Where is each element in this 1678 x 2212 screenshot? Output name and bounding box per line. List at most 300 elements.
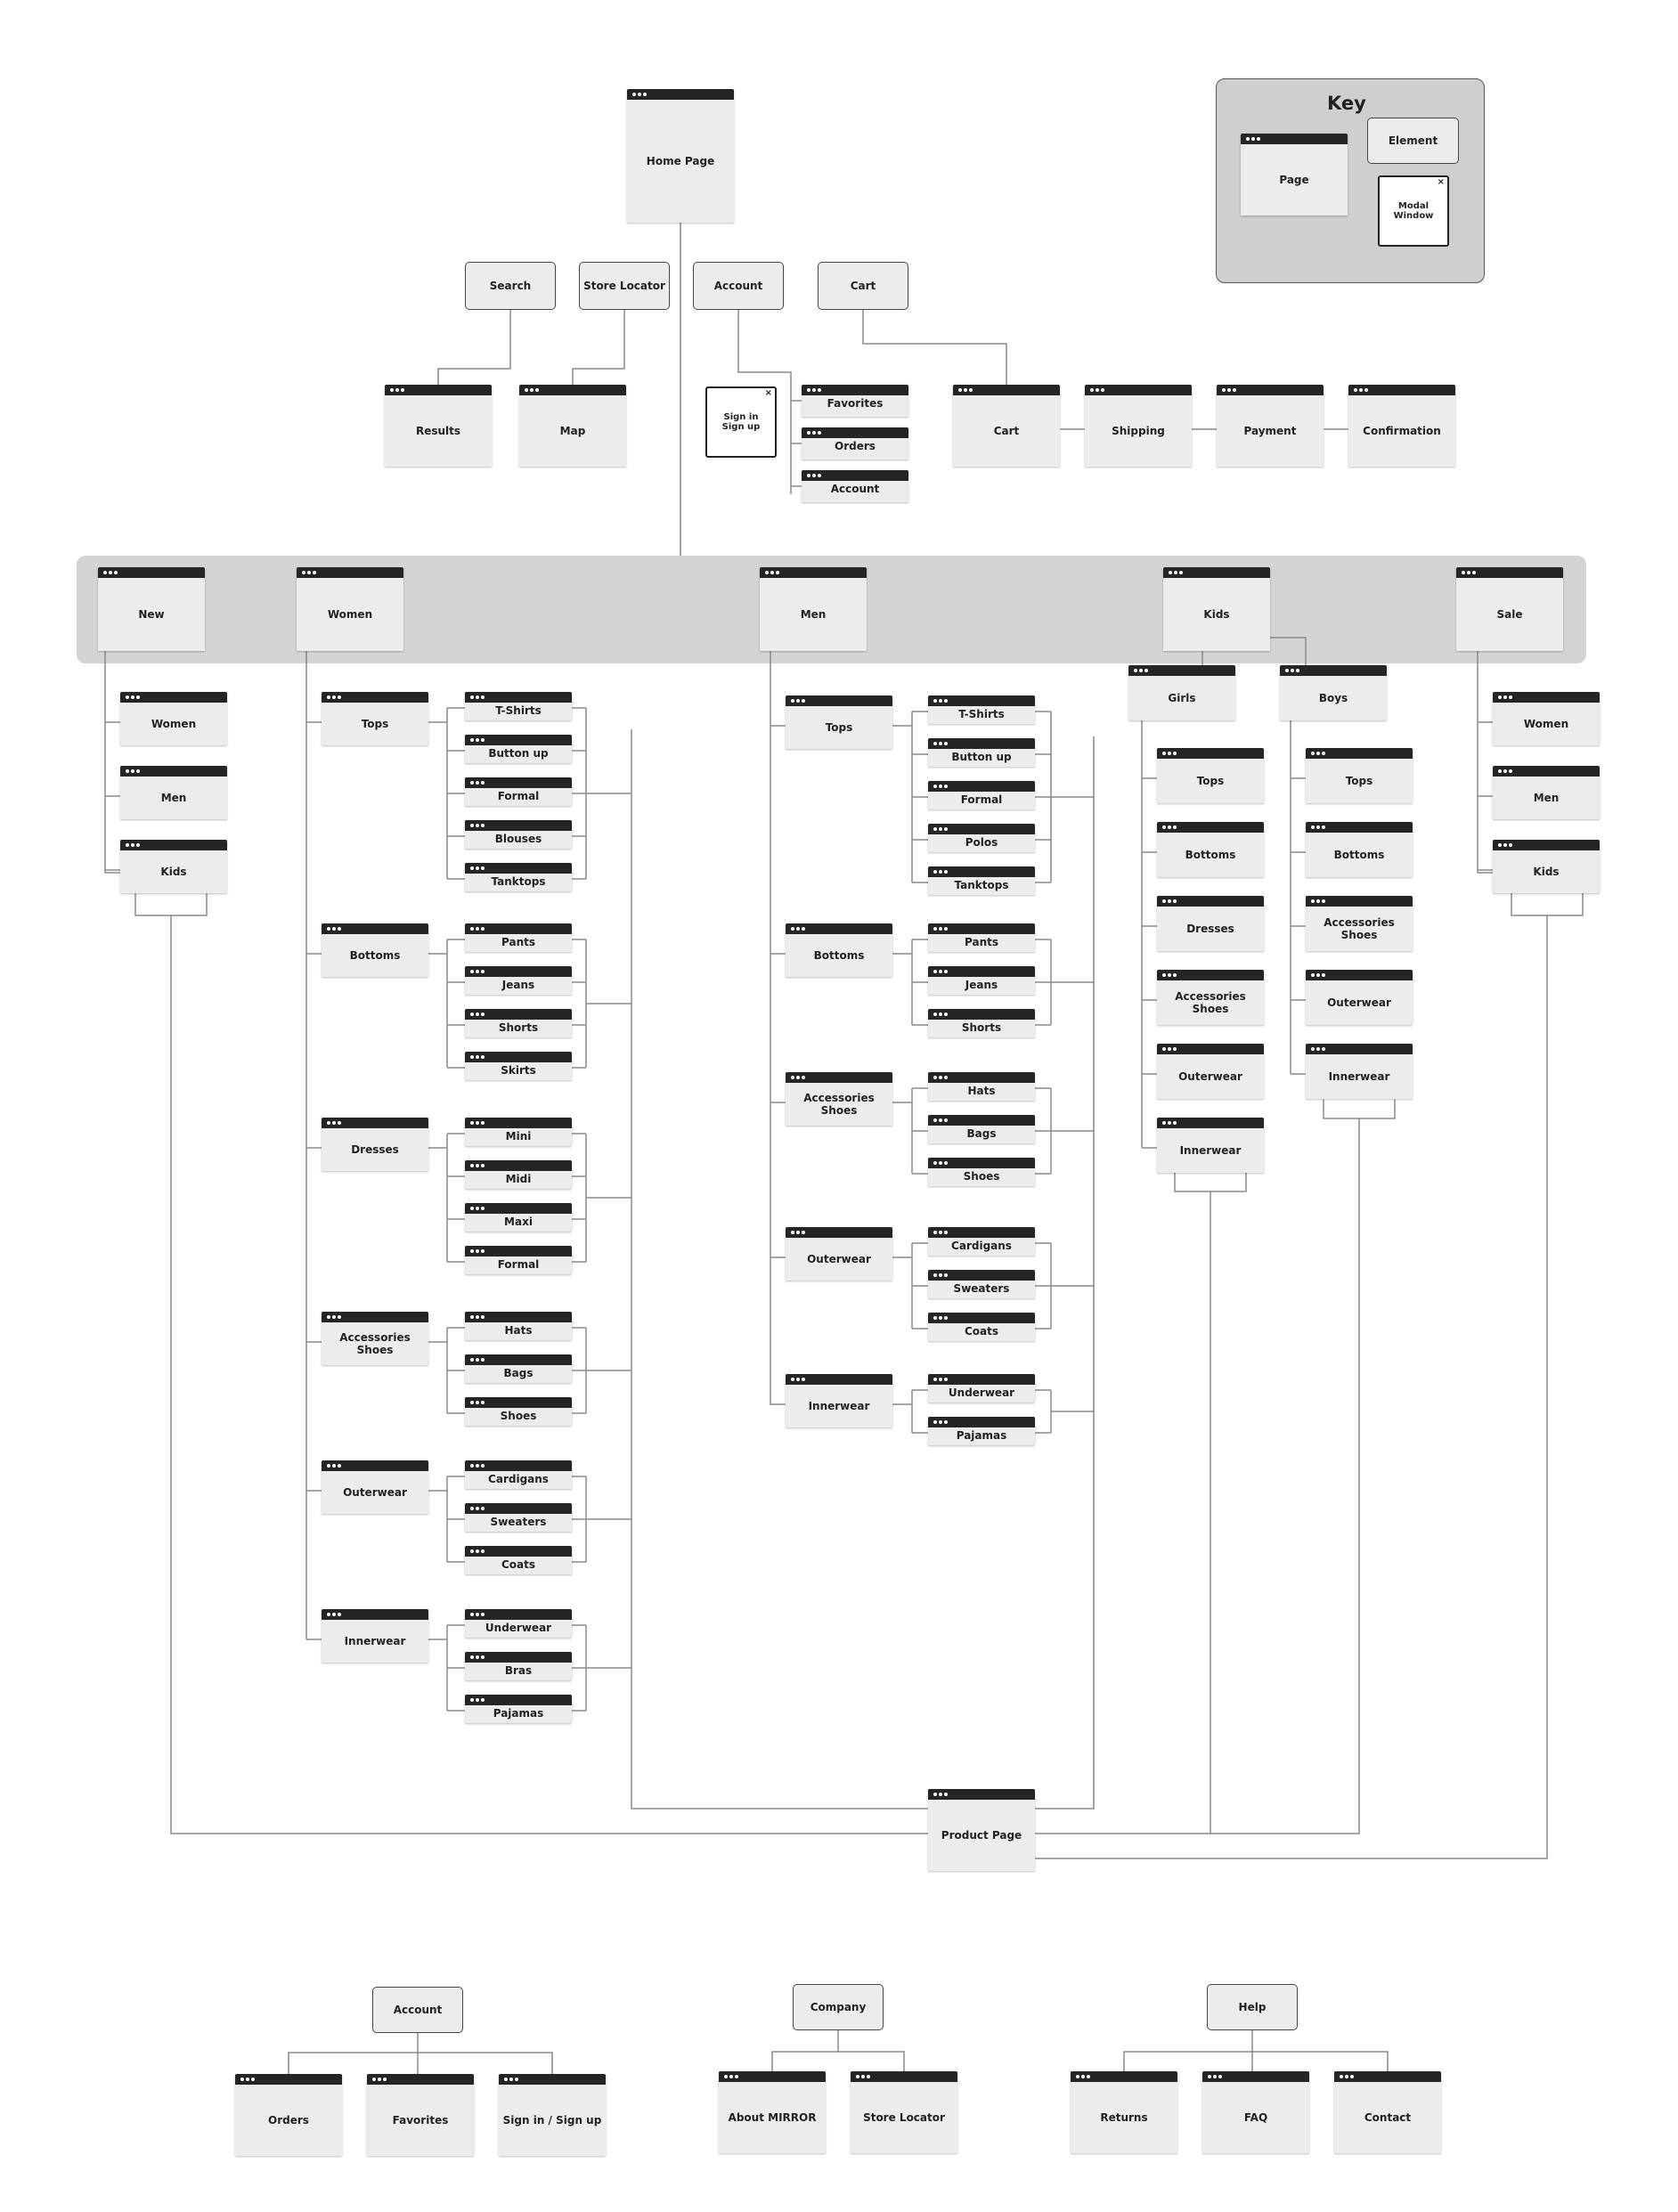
- window-titlebar: [465, 1246, 572, 1256]
- women-mini-page-label: Mini: [505, 1130, 532, 1143]
- sale-women-page[interactable]: [1493, 692, 1600, 745]
- sale-kids-page-label: Kids: [1533, 865, 1560, 878]
- women-blouses-page[interactable]: [465, 820, 572, 849]
- map-page[interactable]: [519, 385, 626, 467]
- men-sweaters-page[interactable]: [928, 1270, 1035, 1298]
- window-titlebar: [367, 2074, 474, 2085]
- connector-line: [1124, 2052, 1388, 2071]
- window-titlebar: [851, 2071, 957, 2082]
- women-skirts-page-label: Skirts: [501, 1064, 536, 1077]
- girls-innerwear-page[interactable]: [1157, 1118, 1264, 1173]
- kids-boys-page[interactable]: [1280, 665, 1387, 720]
- connector-line: [1478, 651, 1493, 873]
- men-innerwear-page-label: Innerwear: [808, 1399, 870, 1412]
- men-t-shirts-page[interactable]: [928, 695, 1035, 724]
- home-page[interactable]: [627, 89, 734, 223]
- window-titlebar: [322, 1609, 428, 1620]
- orders-page-label: Orders: [835, 440, 876, 452]
- nav-new-page-label: New: [138, 607, 165, 621]
- women-jeans-page-label: Jeans: [501, 979, 535, 991]
- connector-line: [573, 310, 624, 385]
- window-titlebar: [465, 1652, 572, 1663]
- boys-bottoms-page[interactable]: [1306, 822, 1413, 877]
- men-outerwear-page-label: Outerwear: [807, 1252, 871, 1265]
- window-titlebar: [1163, 567, 1270, 578]
- men-underwear-page-label: Underwear: [948, 1387, 1015, 1399]
- nav-men-page-label: Men: [800, 607, 827, 621]
- window-titlebar: [928, 1115, 1035, 1126]
- window-titlebar: [465, 1695, 572, 1705]
- kids-girls-page[interactable]: [1128, 665, 1235, 720]
- girls-tops-page[interactable]: [1157, 748, 1264, 803]
- sale-men-page[interactable]: [1493, 766, 1600, 819]
- key-modal-sample-label: Modal Window: [1393, 201, 1434, 221]
- men-tops-page-label: Tops: [825, 720, 853, 734]
- men-formal-page[interactable]: [928, 781, 1035, 809]
- men-pajamas-page[interactable]: [928, 1417, 1035, 1445]
- men-tanktops-page-label: Tanktops: [954, 879, 1009, 891]
- window-titlebar: [465, 777, 572, 788]
- window-titlebar: [786, 1072, 892, 1083]
- window-titlebar: [1493, 840, 1600, 850]
- footer-company-element[interactable]: Company: [793, 1984, 884, 2030]
- footer-faq-page[interactable]: [1202, 2071, 1309, 2153]
- key-page-sample[interactable]: [1241, 134, 1348, 216]
- new-women-page-label: Women: [151, 717, 197, 730]
- window-titlebar: [235, 2074, 342, 2085]
- window-titlebar: [802, 470, 908, 481]
- nav-sale-page-label: Sale: [1496, 607, 1523, 621]
- boys-innerwear-page-label: Innerwear: [1328, 1069, 1390, 1083]
- girls-tops-page-label: Tops: [1196, 774, 1225, 787]
- men-coats-page-label: Coats: [964, 1325, 999, 1338]
- signin-signup-modal[interactable]: [705, 386, 777, 458]
- orders-page[interactable]: [802, 427, 908, 459]
- men-sweaters-page-label: Sweaters: [953, 1282, 1010, 1295]
- window-titlebar: [465, 1118, 572, 1128]
- cart-checkout-page-label: Cart: [993, 424, 1020, 437]
- women-shorts-page[interactable]: [465, 1009, 572, 1037]
- window-titlebar: [120, 766, 227, 777]
- window-titlebar: [1157, 896, 1264, 907]
- window-titlebar: [928, 824, 1035, 834]
- women-hats-page[interactable]: [465, 1312, 572, 1340]
- connector-line: [105, 651, 120, 873]
- women-cardigans-page-label: Cardigans: [488, 1473, 549, 1485]
- women-formal-page[interactable]: [465, 777, 572, 806]
- product-page-label: Product Page: [941, 1828, 1022, 1842]
- women-pajamas-page-label: Pajamas: [493, 1707, 544, 1720]
- women-maxi-page-label: Maxi: [504, 1216, 533, 1228]
- window-titlebar: [120, 692, 227, 703]
- men-shorts-page-label: Shorts: [961, 1021, 1002, 1034]
- women-bras-page[interactable]: [465, 1652, 572, 1680]
- women-pants-page-label: Pants: [501, 936, 535, 948]
- footer-favorites-page-label: Favorites: [392, 2113, 449, 2127]
- kids-girls-page-label: Girls: [1168, 691, 1196, 704]
- window-titlebar: [928, 781, 1035, 792]
- key-modal-sample[interactable]: [1378, 175, 1449, 247]
- payment-checkout-page-label: Payment: [1243, 424, 1297, 437]
- men-shorts-page[interactable]: [928, 1009, 1035, 1037]
- men-button-up-page[interactable]: [928, 738, 1035, 767]
- sale-men-page-label: Men: [1533, 791, 1560, 804]
- men-cardigans-page-label: Cardigans: [951, 1240, 1012, 1252]
- men-accessories-shoes-page-label: Accessories Shoes: [803, 1091, 875, 1117]
- window-titlebar: [1241, 134, 1348, 144]
- window-titlebar: [928, 1270, 1035, 1281]
- footer-sign-in-sign-up-page[interactable]: [499, 2074, 606, 2156]
- women-t-shirts-page[interactable]: [465, 692, 572, 720]
- women-dresses-page[interactable]: [322, 1118, 428, 1171]
- favorites-page[interactable]: [802, 385, 908, 417]
- window-titlebar: [322, 1118, 428, 1128]
- footer-account-element[interactable]: Account: [372, 1987, 463, 2033]
- girls-dresses-page-label: Dresses: [1186, 922, 1234, 935]
- window-titlebar: [1157, 1044, 1264, 1054]
- window-titlebar: [928, 923, 1035, 934]
- window-titlebar: [465, 1460, 572, 1471]
- window-titlebar: [1306, 822, 1413, 833]
- window-titlebar: [322, 1312, 428, 1322]
- window-titlebar: [802, 427, 908, 438]
- footer-contact-page[interactable]: [1334, 2071, 1441, 2153]
- window-titlebar: [1217, 385, 1324, 395]
- window-titlebar: [465, 735, 572, 745]
- window-titlebar: [627, 89, 734, 100]
- men-pajamas-page-label: Pajamas: [956, 1429, 1007, 1442]
- boys-tops-page[interactable]: [1306, 748, 1413, 803]
- footer-about-mirror-page[interactable]: [719, 2071, 826, 2153]
- women-button-up-page[interactable]: [465, 735, 572, 763]
- results-page[interactable]: [385, 385, 492, 467]
- footer-store-locator-page[interactable]: [851, 2071, 957, 2153]
- connector-line: [1270, 638, 1306, 665]
- window-titlebar: [465, 1503, 572, 1514]
- window-titlebar: [385, 385, 492, 395]
- connector-line: [438, 310, 510, 385]
- footer-faq-page-label: FAQ: [1243, 2110, 1268, 2124]
- window-titlebar: [1157, 1118, 1264, 1128]
- connector-line: [1035, 1191, 1210, 1834]
- men-accessories-shoes-page[interactable]: [786, 1072, 892, 1126]
- window-titlebar: [1157, 970, 1264, 980]
- window-titlebar: [465, 1160, 572, 1171]
- nav-men-page[interactable]: [760, 567, 867, 651]
- women-hats-page-label: Hats: [504, 1324, 533, 1337]
- men-bags-page-label: Bags: [966, 1127, 997, 1140]
- women-bags-page[interactable]: [465, 1354, 572, 1383]
- home-page-label: Home Page: [646, 154, 715, 167]
- window-titlebar: [465, 863, 572, 874]
- boys-accessories-shoes-page[interactable]: [1306, 896, 1413, 951]
- women-innerwear-page-label: Innerwear: [344, 1634, 406, 1647]
- window-titlebar: [953, 385, 1060, 395]
- window-titlebar: [786, 695, 892, 706]
- window-titlebar: [1493, 692, 1600, 703]
- sale-kids-page[interactable]: [1493, 840, 1600, 893]
- women-dresses-page-label: Dresses: [351, 1143, 399, 1156]
- window-titlebar: [928, 966, 1035, 977]
- account-page[interactable]: [802, 470, 908, 502]
- window-titlebar: [465, 923, 572, 934]
- new-men-page[interactable]: [120, 766, 227, 819]
- window-titlebar: [786, 1227, 892, 1238]
- window-titlebar: [928, 1158, 1035, 1168]
- new-men-page-label: Men: [160, 791, 187, 804]
- window-titlebar: [928, 1009, 1035, 1020]
- window-titlebar: [928, 1227, 1035, 1238]
- window-titlebar: [1334, 2071, 1441, 2082]
- footer-returns-page-label: Returns: [1100, 2110, 1148, 2124]
- product-page[interactable]: [928, 1789, 1035, 1871]
- girls-outerwear-page[interactable]: [1157, 1044, 1264, 1099]
- connector-line: [289, 2053, 552, 2074]
- window-titlebar: [928, 1313, 1035, 1323]
- women-button-up-page-label: Button up: [488, 747, 549, 760]
- women-accessories-shoes-page-label: Accessories Shoes: [339, 1330, 411, 1356]
- window-titlebar: [465, 692, 572, 703]
- key-element-sample[interactable]: Element: [1367, 118, 1459, 164]
- close-icon[interactable]: ×: [764, 388, 772, 398]
- women-midi-page-label: Midi: [505, 1173, 532, 1185]
- men-polos-page[interactable]: [928, 824, 1035, 852]
- window-titlebar: [519, 385, 626, 395]
- connector-line: [1511, 893, 1583, 915]
- window-titlebar: [465, 1609, 572, 1620]
- women-tops-page[interactable]: [322, 692, 428, 745]
- women-underwear-page-label: Underwear: [485, 1622, 552, 1634]
- girls-bottoms-page[interactable]: [1157, 822, 1264, 877]
- men-pants-page[interactable]: [928, 923, 1035, 952]
- women-coats-page[interactable]: [465, 1546, 572, 1574]
- window-titlebar: [465, 820, 572, 831]
- women-bottoms-page[interactable]: [322, 923, 428, 977]
- connector-line: [1324, 1100, 1395, 1118]
- window-titlebar: [297, 567, 403, 578]
- men-tanktops-page[interactable]: [928, 866, 1035, 895]
- window-titlebar: [1306, 748, 1413, 759]
- account-element[interactable]: Account: [693, 262, 784, 310]
- window-titlebar: [1456, 567, 1563, 578]
- women-sweaters-page-label: Sweaters: [490, 1516, 547, 1528]
- window-titlebar: [928, 695, 1035, 706]
- nav-kids-page-label: Kids: [1203, 607, 1230, 621]
- window-titlebar: [1157, 822, 1264, 833]
- window-titlebar: [322, 1460, 428, 1471]
- boys-innerwear-page[interactable]: [1306, 1044, 1413, 1099]
- sale-women-page-label: Women: [1523, 717, 1569, 730]
- key-title: Key: [1327, 93, 1366, 114]
- women-t-shirts-page-label: T-Shirts: [495, 704, 542, 717]
- footer-orders-page[interactable]: [235, 2074, 342, 2156]
- boys-tops-page-label: Tops: [1345, 774, 1373, 787]
- window-titlebar: [1306, 1044, 1413, 1054]
- window-titlebar: [928, 1374, 1035, 1385]
- account-page-label: Account: [830, 483, 880, 495]
- footer-about-mirror-page-label: About MIRROR: [728, 2110, 817, 2124]
- map-page-label: Map: [559, 424, 586, 437]
- confirmation-checkout-page-label: Confirmation: [1363, 424, 1441, 437]
- men-tops-page[interactable]: [786, 695, 892, 749]
- footer-contact-page-label: Contact: [1364, 2110, 1412, 2124]
- men-button-up-page-label: Button up: [951, 751, 1012, 763]
- women-skirts-page[interactable]: [465, 1052, 572, 1080]
- window-titlebar: [98, 567, 205, 578]
- women-bottoms-page-label: Bottoms: [349, 948, 401, 962]
- window-titlebar: [1157, 748, 1264, 759]
- window-titlebar: [719, 2071, 826, 2082]
- cart-checkout-page[interactable]: [953, 385, 1060, 467]
- men-coats-page[interactable]: [928, 1313, 1035, 1341]
- window-titlebar: [465, 1312, 572, 1322]
- window-titlebar: [120, 840, 227, 850]
- nav-women-page[interactable]: [297, 567, 403, 651]
- men-innerwear-page[interactable]: [786, 1374, 892, 1427]
- window-titlebar: [1128, 665, 1235, 676]
- nav-kids-page[interactable]: [1163, 567, 1270, 651]
- women-sweaters-page[interactable]: [465, 1503, 572, 1532]
- women-blouses-page-label: Blouses: [494, 833, 542, 845]
- kids-boys-page-label: Boys: [1318, 691, 1348, 704]
- window-titlebar: [786, 923, 892, 934]
- women-midi-page[interactable]: [465, 1160, 572, 1189]
- women-tanktops-page[interactable]: [465, 863, 572, 891]
- women-innerwear-page[interactable]: [322, 1609, 428, 1663]
- men-shoes-page-label: Shoes: [963, 1170, 1000, 1183]
- window-titlebar: [465, 966, 572, 977]
- window-titlebar: [499, 2074, 606, 2085]
- women-cardigans-page[interactable]: [465, 1460, 572, 1489]
- window-titlebar: [928, 1417, 1035, 1427]
- close-icon[interactable]: ×: [1437, 177, 1445, 187]
- women-jeans-page[interactable]: [465, 966, 572, 995]
- women-outerwear-page[interactable]: [322, 1460, 428, 1514]
- men-bottoms-page-label: Bottoms: [813, 948, 865, 962]
- women-formal-page[interactable]: [465, 1246, 572, 1274]
- men-t-shirts-page-label: T-Shirts: [958, 708, 1005, 720]
- window-titlebar: [465, 1009, 572, 1020]
- men-underwear-page[interactable]: [928, 1374, 1035, 1403]
- men-pants-page-label: Pants: [965, 936, 998, 948]
- women-outerwear-page-label: Outerwear: [343, 1485, 407, 1499]
- favorites-page-label: Favorites: [827, 397, 884, 410]
- results-page-label: Results: [415, 424, 461, 437]
- new-women-page[interactable]: [120, 692, 227, 745]
- women-maxi-page[interactable]: [465, 1203, 572, 1232]
- footer-sign-in-sign-up-page-label: Sign in / Sign up: [502, 2113, 602, 2127]
- window-titlebar: [465, 1354, 572, 1365]
- window-titlebar: [1280, 665, 1387, 676]
- window-titlebar: [1085, 385, 1192, 395]
- new-kids-page-label: Kids: [160, 865, 187, 878]
- footer-help-element[interactable]: Help: [1207, 1984, 1298, 2030]
- window-titlebar: [928, 1072, 1035, 1083]
- girls-bottoms-page-label: Bottoms: [1185, 848, 1236, 861]
- women-coats-page-label: Coats: [501, 1558, 536, 1571]
- women-underwear-page[interactable]: [465, 1609, 572, 1638]
- men-cardigans-page[interactable]: [928, 1227, 1035, 1256]
- women-pajamas-page[interactable]: [465, 1695, 572, 1723]
- girls-outerwear-page-label: Outerwear: [1178, 1069, 1242, 1083]
- connector-line: [1175, 1173, 1246, 1191]
- window-titlebar: [786, 1374, 892, 1385]
- window-titlebar: [465, 1546, 572, 1557]
- connector-line: [772, 2052, 904, 2071]
- men-formal-page-label: Formal: [960, 793, 1003, 806]
- store-locator-element[interactable]: Store Locator: [579, 262, 670, 310]
- footer-favorites-page[interactable]: [367, 2074, 474, 2156]
- boys-outerwear-page[interactable]: [1306, 970, 1413, 1025]
- men-bags-page[interactable]: [928, 1115, 1035, 1143]
- signin-signup-modal-label: Sign in Sign up: [721, 412, 761, 432]
- girls-accessories-shoes-page-label: Accessories Shoes: [1175, 989, 1246, 1015]
- men-jeans-page[interactable]: [928, 966, 1035, 995]
- women-accessories-shoes-page[interactable]: [322, 1312, 428, 1365]
- shipping-checkout-page[interactable]: [1085, 385, 1192, 467]
- women-bags-page-label: Bags: [503, 1367, 534, 1379]
- girls-dresses-page[interactable]: [1157, 896, 1264, 951]
- women-shorts-page-label: Shorts: [498, 1021, 539, 1034]
- window-titlebar: [1202, 2071, 1309, 2082]
- men-hats-page-label: Hats: [967, 1085, 996, 1097]
- shipping-checkout-page-label: Shipping: [1112, 424, 1165, 437]
- men-outerwear-page[interactable]: [786, 1227, 892, 1281]
- window-titlebar: [322, 692, 428, 703]
- women-shoes-page[interactable]: [465, 1397, 572, 1426]
- key-page-sample-label: Page: [1279, 173, 1309, 186]
- window-titlebar: [322, 923, 428, 934]
- cart-element[interactable]: Cart: [818, 262, 908, 310]
- connector-line: [1035, 736, 1094, 1809]
- women-bras-page-label: Bras: [504, 1664, 533, 1677]
- women-tanktops-page-label: Tanktops: [491, 875, 546, 888]
- women-pants-page[interactable]: [465, 923, 572, 952]
- boys-outerwear-page-label: Outerwear: [1327, 996, 1391, 1009]
- window-titlebar: [465, 1052, 572, 1062]
- window-titlebar: [465, 1397, 572, 1408]
- boys-accessories-shoes-page-label: Accessories Shoes: [1324, 915, 1395, 941]
- window-titlebar: [465, 1203, 572, 1214]
- men-bottoms-page[interactable]: [786, 923, 892, 977]
- search-element[interactable]: Search: [465, 262, 556, 310]
- new-kids-page[interactable]: [120, 840, 227, 893]
- women-tops-page-label: Tops: [361, 717, 389, 730]
- footer-returns-page[interactable]: [1071, 2071, 1177, 2153]
- men-polos-page-label: Polos: [965, 836, 998, 849]
- men-hats-page[interactable]: [928, 1072, 1035, 1101]
- window-titlebar: [928, 1789, 1035, 1800]
- payment-checkout-page[interactable]: [1217, 385, 1324, 467]
- connector-line: [863, 310, 1006, 385]
- nav-sale-page[interactable]: [1456, 567, 1563, 651]
- women-mini-page[interactable]: [465, 1118, 572, 1146]
- girls-accessories-shoes-page[interactable]: [1157, 970, 1264, 1025]
- window-titlebar: [1071, 2071, 1177, 2082]
- men-jeans-page-label: Jeans: [965, 979, 998, 991]
- confirmation-checkout-page[interactable]: [1348, 385, 1455, 467]
- nav-women-page-label: Women: [327, 607, 373, 621]
- window-titlebar: [1348, 385, 1455, 395]
- men-shoes-page[interactable]: [928, 1158, 1035, 1186]
- window-titlebar: [802, 385, 908, 395]
- window-titlebar: [928, 866, 1035, 877]
- girls-innerwear-page-label: Innerwear: [1179, 1143, 1242, 1157]
- window-titlebar: [1493, 766, 1600, 777]
- women-formal-page-label: Formal: [497, 1258, 540, 1271]
- women-formal-page-label: Formal: [497, 790, 540, 802]
- nav-new-page[interactable]: [98, 567, 205, 651]
